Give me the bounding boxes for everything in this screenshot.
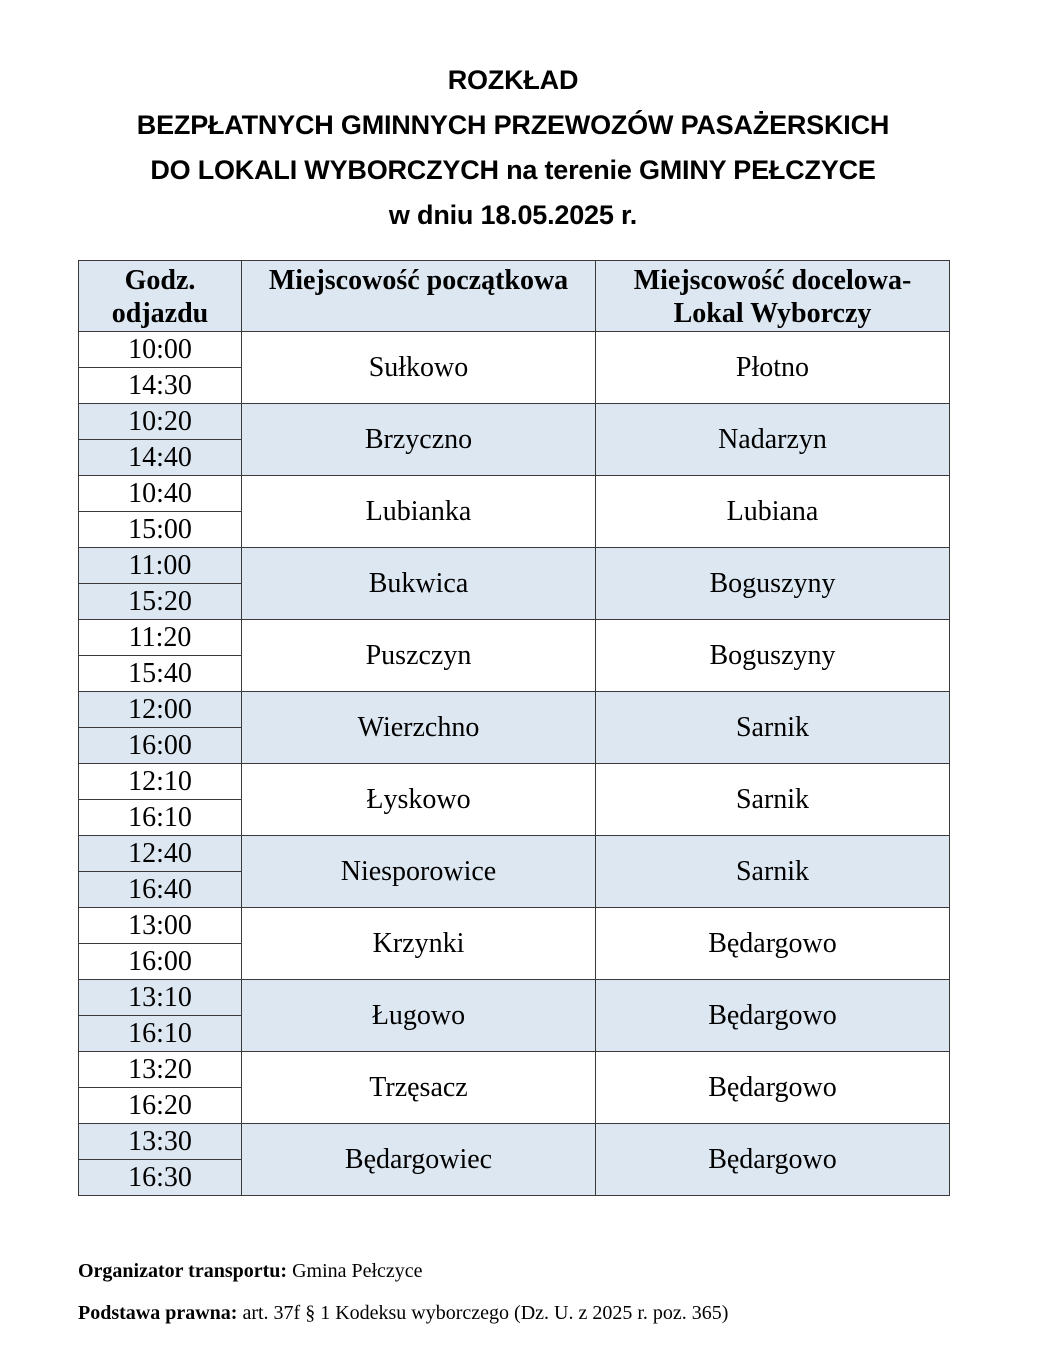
- header-destination-line2: Lokal Wyborczy: [673, 298, 872, 329]
- start-location: Łyskowo: [242, 764, 596, 836]
- destination: Płotno: [596, 332, 950, 404]
- departure-time: 12:10: [79, 764, 242, 800]
- departure-time: 13:10: [79, 980, 242, 1016]
- start-location: Będargowiec: [242, 1124, 596, 1196]
- table-row: [79, 332, 950, 368]
- destination: Będargowo: [596, 908, 950, 980]
- title-line-1: ROZKŁAD: [447, 65, 579, 95]
- departure-time: 16:40: [79, 872, 242, 908]
- start-location: Bukwica: [242, 548, 596, 620]
- start-location: Sułkowo: [242, 332, 596, 404]
- destination: Sarnik: [596, 692, 950, 764]
- start-location: Lubianka: [242, 476, 596, 548]
- title-line-4: w dniu 18.05.2025 r.: [388, 200, 638, 230]
- table-row: [79, 404, 950, 440]
- table-header-row: [79, 261, 950, 332]
- footer-organizer: [78, 1260, 423, 1283]
- destination: Boguszyny: [596, 620, 950, 692]
- departure-time: 11:00: [79, 548, 242, 584]
- start-location: Brzyczno: [242, 404, 596, 476]
- destination: Lubiana: [596, 476, 950, 548]
- destination: Boguszyny: [596, 548, 950, 620]
- table-row: [79, 1052, 950, 1088]
- table-row: [79, 836, 950, 872]
- footer-legal-basis: [78, 1302, 728, 1325]
- departure-time: 16:10: [79, 1016, 242, 1052]
- departure-time: 12:40: [79, 836, 242, 872]
- title-line-3: DO LOKALI WYBORCZYCH na terenie GMINY PEŁCZYCE: [150, 155, 876, 185]
- departure-time: 16:00: [79, 944, 242, 980]
- header-departure-time: [79, 261, 242, 332]
- departure-time: 13:00: [79, 908, 242, 944]
- departure-time: 10:00: [79, 332, 242, 368]
- title-line-2: BEZPŁATNYCH GMINNYCH PRZEWOZÓW PASAŻERSKICH: [136, 110, 890, 140]
- departure-time: 16:00: [79, 728, 242, 764]
- departure-time: 13:30: [79, 1124, 242, 1160]
- departure-time: 11:20: [79, 620, 242, 656]
- schedule-table: [78, 260, 950, 1196]
- table-row: [79, 908, 950, 944]
- header-destination: [596, 261, 950, 332]
- table-row: [79, 620, 950, 656]
- table-row: [79, 980, 950, 1016]
- departure-time: 14:30: [79, 368, 242, 404]
- header-start-location-label: Miejscowość początkowa: [268, 265, 569, 296]
- table-row: [79, 764, 950, 800]
- departure-time: 16:10: [79, 800, 242, 836]
- departure-time: 10:20: [79, 404, 242, 440]
- table-body: [79, 332, 950, 1196]
- document-title: [0, 58, 1026, 238]
- destination: Będargowo: [596, 1052, 950, 1124]
- header-start-location: [242, 261, 596, 332]
- destination: Będargowo: [596, 980, 950, 1052]
- header-departure-time-line1: Godz.: [124, 265, 196, 296]
- destination: Sarnik: [596, 836, 950, 908]
- table-row: [79, 476, 950, 512]
- table-row: [79, 1124, 950, 1160]
- start-location: Wierzchno: [242, 692, 596, 764]
- organizer-value: Gmina Pełczyce: [292, 1260, 423, 1282]
- table-row: [79, 692, 950, 728]
- departure-time: 14:40: [79, 440, 242, 476]
- departure-time: 13:20: [79, 1052, 242, 1088]
- departure-time: 16:30: [79, 1160, 242, 1196]
- table-row: [79, 548, 950, 584]
- departure-time: 10:40: [79, 476, 242, 512]
- legal-basis-value: art. 37f § 1 Kodeksu wyborczego (Dz. U. z 2025 r. poz. 365): [242, 1302, 729, 1324]
- destination: Sarnik: [596, 764, 950, 836]
- departure-time: 15:00: [79, 512, 242, 548]
- start-location: Trzęsacz: [242, 1052, 596, 1124]
- header-departure-time-line2: odjazdu: [111, 298, 209, 329]
- destination: Będargowo: [596, 1124, 950, 1196]
- organizer-label: Organizator transportu:: [78, 1260, 288, 1282]
- departure-time: 16:20: [79, 1088, 242, 1124]
- destination: Nadarzyn: [596, 404, 950, 476]
- start-location: Niesporowice: [242, 836, 596, 908]
- header-destination-line1: Miejscowość docelowa-: [633, 265, 912, 296]
- start-location: Krzynki: [242, 908, 596, 980]
- start-location: Ługowo: [242, 980, 596, 1052]
- legal-basis-label: Podstawa prawna:: [78, 1302, 238, 1324]
- departure-time: 15:20: [79, 584, 242, 620]
- departure-time: 15:40: [79, 656, 242, 692]
- departure-time: 12:00: [79, 692, 242, 728]
- start-location: Puszczyn: [242, 620, 596, 692]
